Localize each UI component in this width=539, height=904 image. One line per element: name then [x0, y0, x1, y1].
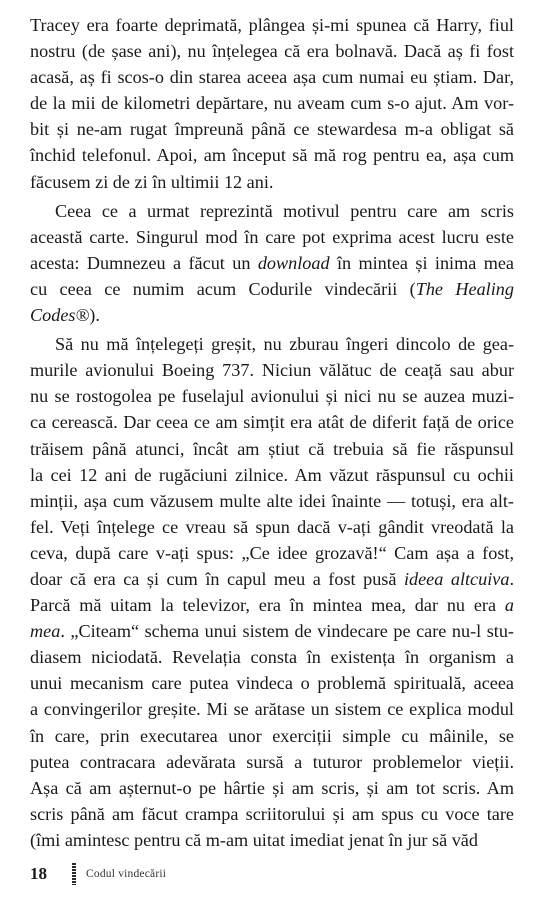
- text-line: putea contracara adevărata sursă a tuturor problemelor vieții.: [30, 751, 514, 772]
- text-line: Parcă mă uitam la televizor, era în mintea mea, dar nu era a: [30, 595, 514, 616]
- text-line: cu ceea ce numim acum Codurile vindecării (The Healing: [30, 278, 514, 299]
- text-line: nu se rostogolea pe fuselajul avionului și nici nu se auzea muzi-: [30, 386, 514, 407]
- text-column: [30, 12, 514, 853]
- text-line: mea. „Citeam“ schema unui sistem de vindecare pe care nu-l stu-: [30, 621, 514, 642]
- paragraph: [30, 12, 514, 195]
- paragraph: [30, 331, 514, 853]
- text-line: închid telefonul. Apoi, am început să mă rog pentru ea, așa cum: [30, 145, 514, 166]
- footer-divider-mark: [72, 863, 76, 885]
- text-line: doar că era ca și cum în capul meu a fost pusă ideea altcuiva.: [30, 568, 514, 589]
- text-line: ca cerească. Dar ceea ce am simțit era atât de diferit față de orice: [30, 412, 514, 433]
- paragraph: [30, 198, 514, 328]
- text-line: Codes®).: [30, 305, 100, 326]
- text-line: Așa că am așternut-o pe hârtie și am scris, și am tot scris. Am: [30, 777, 514, 798]
- text-line: scris până am făcut crampa scriitorului și am spus cu voce tare: [30, 803, 514, 824]
- text-line: minții, așa cum văzusem multe alte idei înainte — totuși, era alt-: [30, 490, 514, 511]
- text-line: diasem niciodată. Revelația consta în existența în organism a: [30, 647, 514, 668]
- text-line: unui mecanism care putea vindeca o problemă spirituală, aceea: [30, 673, 514, 694]
- text-line: ceva, după care v-ați spus: „Ce idee grozavă!“ Cam așa a fost,: [30, 542, 514, 563]
- text-line: acasă, aș fi scos-o din starea aceea așa cum numai eu știam. Dar,: [30, 67, 514, 88]
- text-line: Tracey era foarte deprimată, plângea și-mi spunea că Harry, fiul: [30, 15, 514, 35]
- running-title: Codul vindecării: [86, 868, 167, 880]
- text-line: Ceea ce a urmat reprezintă motivul pentru care am scris: [55, 200, 514, 221]
- text-line: fel. Veți înțelege ce vreau să spun dacă v-ați gândit vreodată la: [30, 516, 514, 537]
- text-line: acesta: Dumnezeu a făcut un download în mintea și inima mea: [30, 252, 514, 273]
- text-line: trăisem până atunci, încât am știut că trebuia să fie răspunsul: [30, 438, 514, 459]
- text-line: nostru (de șase ani), nu înțelegea că era bolnavă. Dacă aș fi fost: [30, 41, 514, 62]
- text-line: de la mii de kilometri depărtare, nu aveam cum s-o ajut. Am vor-: [30, 93, 514, 114]
- text-line: la cei 12 ani de rugăciuni zilnice. Am văzut răspunsul cu ochii: [30, 464, 514, 485]
- text-line: murile avionului Boeing 737. Niciun vălătuc de ceață sau abur: [30, 360, 514, 381]
- page-body: [30, 12, 514, 853]
- text-line: a convingerilor greșite. Mi se arătase un sistem ce explica modul: [30, 699, 514, 720]
- text-line: această carte. Singurul mod în care pot exprima acest lucru este: [30, 226, 514, 247]
- text-line: bit și ne-am rugat împreună până ce stewardesa m-a obligat să: [30, 119, 514, 140]
- page-number: 18: [30, 864, 47, 883]
- text-line: Să nu mă înțelegeți greșit, nu zburau îngeri dincolo de gea-: [55, 334, 514, 355]
- text-line: în care, prin executarea unor exerciții simple cu mâinile, se: [30, 725, 514, 746]
- text-line: (îmi amintesc pentru că m-am uitat imediat jenat în jur să văd: [30, 829, 478, 850]
- text-line: făcusem zi de zi în ultimii 12 ani.: [30, 171, 274, 192]
- page-footer: [30, 862, 166, 886]
